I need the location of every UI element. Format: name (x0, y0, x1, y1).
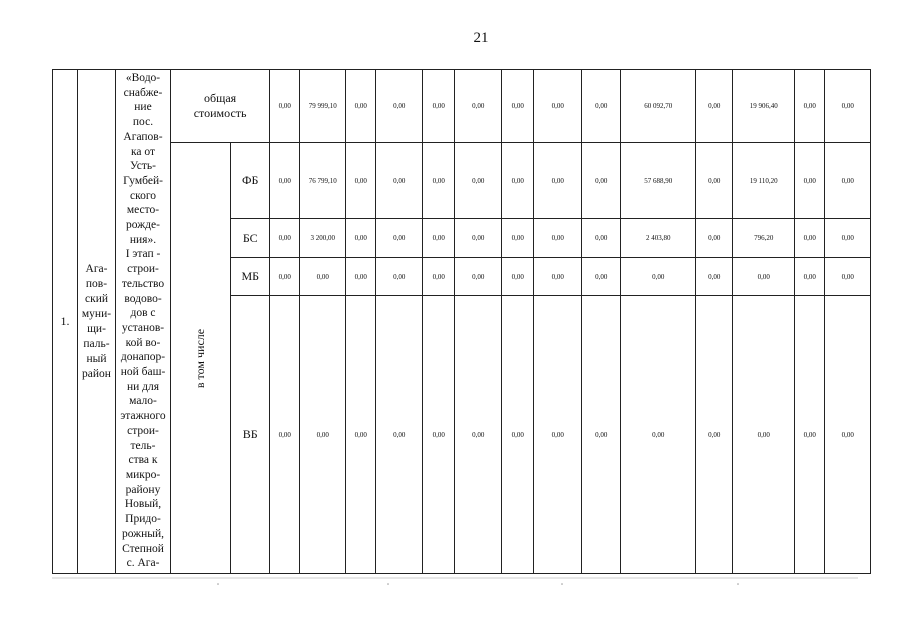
value-cell: 0,00 (534, 296, 582, 574)
project-line: I этап - (125, 248, 161, 261)
value-cell: 0,00 (696, 70, 733, 143)
source-mb: МБ (231, 258, 270, 296)
project-line: ского (129, 189, 157, 202)
region-line: муни- (81, 307, 112, 320)
project-line: ния». (129, 233, 157, 246)
total-label-line: стоимость (193, 106, 247, 120)
project-line: рожде- (126, 219, 160, 232)
project-line: тель- (130, 439, 156, 452)
value-cell: 0,00 (795, 143, 825, 219)
total-label-line: общая (204, 91, 237, 105)
project-line: Степной (122, 542, 164, 555)
project-line: микро- (125, 468, 161, 481)
value-cell: 2 403,80 (621, 219, 696, 258)
project-line: строи- (127, 424, 159, 437)
value-cell: 0,00 (346, 219, 376, 258)
value-cell: 0,00 (300, 258, 346, 296)
value-cell: 0,00 (534, 70, 582, 143)
value-cell: 60 092,70 (621, 70, 696, 143)
value-cell: 0,00 (534, 258, 582, 296)
project-line: ства к (128, 454, 158, 467)
value-cell: 0,00 (582, 70, 621, 143)
project-line: ка от (130, 145, 156, 158)
value-cell: 0,00 (621, 296, 696, 574)
page-number: 21 (473, 30, 489, 46)
value-cell: 0,00 (582, 296, 621, 574)
value-cell: 0,00 (534, 219, 582, 258)
project-line: району (125, 483, 161, 496)
value-cell: 0,00 (795, 258, 825, 296)
value-cell: 0,00 (376, 143, 423, 219)
value-cell: 0,00 (423, 296, 455, 574)
project-line: «Водо- (125, 72, 161, 84)
project-line: с. Ага- (126, 557, 160, 570)
value-cell: 0,00 (346, 70, 376, 143)
value-cell: 19 110,20 (733, 143, 795, 219)
source-fb: ФБ (231, 143, 270, 219)
region-line: Ага- (85, 262, 108, 275)
project-line: место- (126, 204, 160, 217)
value-cell: 0,00 (733, 258, 795, 296)
value-cell: 0,00 (346, 143, 376, 219)
project-line: Новый, (124, 498, 162, 511)
value-cell: 0,00 (582, 143, 621, 219)
value-cell: 0,00 (502, 143, 534, 219)
value-cell: 0,00 (825, 70, 871, 143)
including-text: в том числе (193, 328, 208, 389)
project-line: дов с (130, 307, 156, 320)
value-cell: 0,00 (376, 258, 423, 296)
value-cell: 0,00 (423, 219, 455, 258)
value-cell: 0,00 (346, 296, 376, 574)
project-line: Усть- (130, 160, 156, 173)
value-cell: 0,00 (455, 258, 502, 296)
project-line: этажного (120, 410, 166, 423)
value-cell: 0,00 (795, 70, 825, 143)
source-vb: ВБ (231, 296, 270, 574)
project-line: Придо- (125, 513, 161, 526)
value-cell: 3 200,00 (300, 219, 346, 258)
value-cell: 0,00 (376, 219, 423, 258)
value-cell: 0,00 (696, 296, 733, 574)
value-cell: 0,00 (621, 258, 696, 296)
row-number: 1. (53, 70, 78, 574)
value-cell: 0,00 (825, 219, 871, 258)
value-cell: 0,00 (376, 70, 423, 143)
value-cell: 0,00 (270, 258, 300, 296)
project-line: ние (134, 101, 152, 114)
region-line: ный (86, 352, 107, 365)
region-line: пов- (85, 277, 108, 290)
project-line: рожный, (121, 527, 165, 540)
source-bs: БС (231, 219, 270, 258)
value-cell: 0,00 (455, 143, 502, 219)
value-cell: 0,00 (502, 70, 534, 143)
project-line: мало- (129, 395, 157, 408)
project-line: тельство (121, 277, 165, 290)
value-cell: 796,20 (733, 219, 795, 258)
value-cell: 0,00 (423, 70, 455, 143)
region-line: щи- (87, 322, 106, 335)
value-cell: 0,00 (346, 258, 376, 296)
value-cell: 0,00 (502, 258, 534, 296)
value-cell: 0,00 (825, 143, 871, 219)
project-line: ни для (126, 380, 160, 393)
value-cell: 0,00 (534, 143, 582, 219)
value-cell: 0,00 (825, 258, 871, 296)
value-cell: 0,00 (270, 70, 300, 143)
value-cell: 0,00 (270, 219, 300, 258)
value-cell: 0,00 (696, 258, 733, 296)
value-cell: 0,00 (455, 219, 502, 258)
value-cell: 57 688,90 (621, 143, 696, 219)
project-line: пос. (132, 116, 154, 129)
project-line: строи- (127, 263, 159, 276)
project-line: ной баш- (120, 366, 166, 379)
value-cell: 0,00 (455, 70, 502, 143)
value-cell: 0,00 (582, 219, 621, 258)
project-line: водово- (124, 292, 162, 305)
value-cell: 0,00 (502, 296, 534, 574)
project-line: Гумбей- (123, 174, 163, 187)
region-line: район (82, 367, 111, 380)
region-line: паль- (83, 337, 110, 350)
project-line: Агапов- (123, 130, 163, 143)
project-line: снабже- (123, 86, 163, 99)
value-cell: 0,00 (455, 296, 502, 574)
project-line: кой во- (125, 336, 161, 349)
value-cell: 0,00 (376, 296, 423, 574)
value-cell: 0,00 (696, 219, 733, 258)
value-cell: 0,00 (795, 219, 825, 258)
project-line: донапор- (120, 351, 166, 364)
value-cell: 0,00 (270, 143, 300, 219)
value-cell: 0,00 (795, 296, 825, 574)
value-cell: 0,00 (582, 258, 621, 296)
value-cell: 0,00 (270, 296, 300, 574)
value-cell: 0,00 (696, 143, 733, 219)
project-line: установ- (121, 321, 165, 334)
value-cell: 0,00 (502, 219, 534, 258)
value-cell: 0,00 (733, 296, 795, 574)
value-cell: 0,00 (423, 143, 455, 219)
value-cell: 0,00 (423, 258, 455, 296)
value-cell: 0,00 (300, 296, 346, 574)
value-cell: 19 906,40 (733, 70, 795, 143)
value-cell: 76 799,10 (300, 143, 346, 219)
value-cell: 79 999,10 (300, 70, 346, 143)
value-cell: 0,00 (825, 296, 871, 574)
region-line: ский (85, 292, 108, 305)
